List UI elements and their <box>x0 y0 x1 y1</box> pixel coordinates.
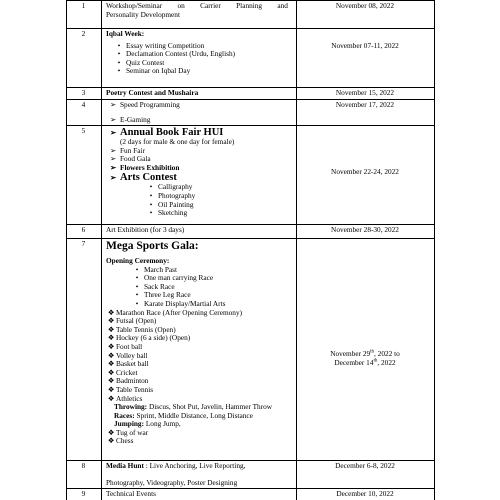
list-item: ➢ Arts Contest <box>109 172 177 184</box>
row-number: 4 <box>81 100 86 109</box>
list-item: • Sack Race <box>135 281 175 291</box>
row-number: 7 <box>81 239 86 248</box>
row-number: 2 <box>81 29 86 38</box>
activity-text: Technical Events <box>106 489 156 498</box>
row-divider <box>66 238 434 239</box>
list-item: • Sketching <box>149 208 188 218</box>
table-border-right <box>434 0 435 500</box>
athletics-detail: Jumping: Long Jump, <box>114 419 181 429</box>
activity-cell <box>106 101 180 124</box>
list-item: • Seminar on Iqbal Day <box>117 66 191 76</box>
activity-line: Media Hunt : Live Anchoring, Live Reporting, <box>106 461 246 470</box>
column-divider <box>296 0 297 500</box>
activity-text: Art Exhibition (for 3 days) <box>106 225 185 234</box>
date-cell: November 28-30, 2022 <box>331 225 399 234</box>
list-item: • Calligraphy <box>149 182 193 192</box>
list-item: ❖ Table Tennis (Open) <box>107 324 176 334</box>
activity-note: (2 days for male & one day for female) <box>120 137 235 146</box>
date-cell: November 15, 2022 <box>335 88 395 97</box>
date-cell: November 22-24, 2022 <box>331 167 399 176</box>
list-item: ❖ Tug of war <box>107 427 149 437</box>
subheading: Opening Ceremony: <box>106 256 170 265</box>
activity-cell <box>106 240 272 446</box>
list-item: • Photography <box>149 190 196 200</box>
row-number: 3 <box>81 88 86 97</box>
list-item: • Declamation Contest (Urdu, English) <box>117 49 236 59</box>
list-item: ➢ Speed Programming <box>109 100 180 109</box>
row-number: 6 <box>81 225 86 234</box>
list-item: ❖ Foot ball <box>107 341 143 351</box>
activity-cell <box>106 462 245 487</box>
row-number: 1 <box>81 1 86 10</box>
list-item: • Karate Display/Martial Arts <box>135 298 226 308</box>
list-item: • March Past <box>135 264 178 274</box>
activity-title: Mega Sports Gala: <box>106 240 199 252</box>
row-divider <box>66 125 434 126</box>
date-cell: December 6-8, 2022 <box>335 461 395 470</box>
activity-cell <box>106 127 234 218</box>
list-item: ❖ Table Tennis <box>107 384 154 394</box>
table-border-left <box>66 0 67 500</box>
date-cell: December 10, 2022 <box>336 489 394 498</box>
activity-title: Iqbal Week: <box>106 29 145 38</box>
date-cell: November 17, 2022 <box>335 100 395 109</box>
activity-cell <box>106 2 288 19</box>
column-divider <box>101 0 102 500</box>
activity-line: Personality Development <box>106 9 180 19</box>
list-item: • Essay writing Competition <box>117 40 205 50</box>
list-item: ➢ Food Gala <box>109 154 151 164</box>
date-cell: November 08, 2022 <box>335 1 395 10</box>
list-item: ➢ Flowers Exhibition <box>109 162 180 172</box>
list-item: ❖ Basket ball <box>107 359 149 369</box>
row-number: 9 <box>81 489 86 498</box>
activity-cell <box>106 30 235 76</box>
list-item: ❖ Hockey (6 a side) (Open) <box>107 333 191 343</box>
list-item: ❖ Athletics <box>107 393 143 403</box>
list-item: • Quiz Contest <box>117 57 165 67</box>
list-item: • Three Leg Race <box>135 290 191 300</box>
row-number: 8 <box>81 461 86 470</box>
date-cell: November 29th, 2022 to December 14th, 2022 <box>330 349 400 367</box>
activity-title: Poetry Contest and Mushaira <box>106 88 199 97</box>
list-item: ❖ Badminton <box>107 376 149 386</box>
list-item: ❖ Futsal (Open) <box>107 316 157 326</box>
activity-line: Workshop/Seminar on Carrier Planning and <box>106 1 288 10</box>
list-item: • One man carrying Race <box>135 273 214 283</box>
list-item: ➢ Annual Book Fair HUI <box>109 127 224 138</box>
athletics-detail: Races: Sprint, Middle Distance, Long Distance <box>114 410 253 420</box>
list-item: ❖ Volley ball <box>107 350 148 360</box>
list-item: ❖ Chess <box>107 436 134 446</box>
list-item: • Oil Painting <box>149 199 194 209</box>
athletics-detail: Throwing: Discus, Shot Put, Javelin, Hammer Throw <box>114 402 273 412</box>
activity-line: Photography, Videography, Poster Designing <box>106 477 238 487</box>
date-cell: November 07-11, 2022 <box>331 41 399 50</box>
list-item: ❖ Cricket <box>107 367 138 377</box>
list-item: ❖ Marathon Race (After Opening Ceremony) <box>107 307 243 317</box>
list-item: ➢ Fun Fair <box>109 145 145 155</box>
events-table <box>66 0 434 500</box>
row-number: 5 <box>81 126 86 135</box>
list-item: ➢ E-Gaming <box>109 114 151 124</box>
